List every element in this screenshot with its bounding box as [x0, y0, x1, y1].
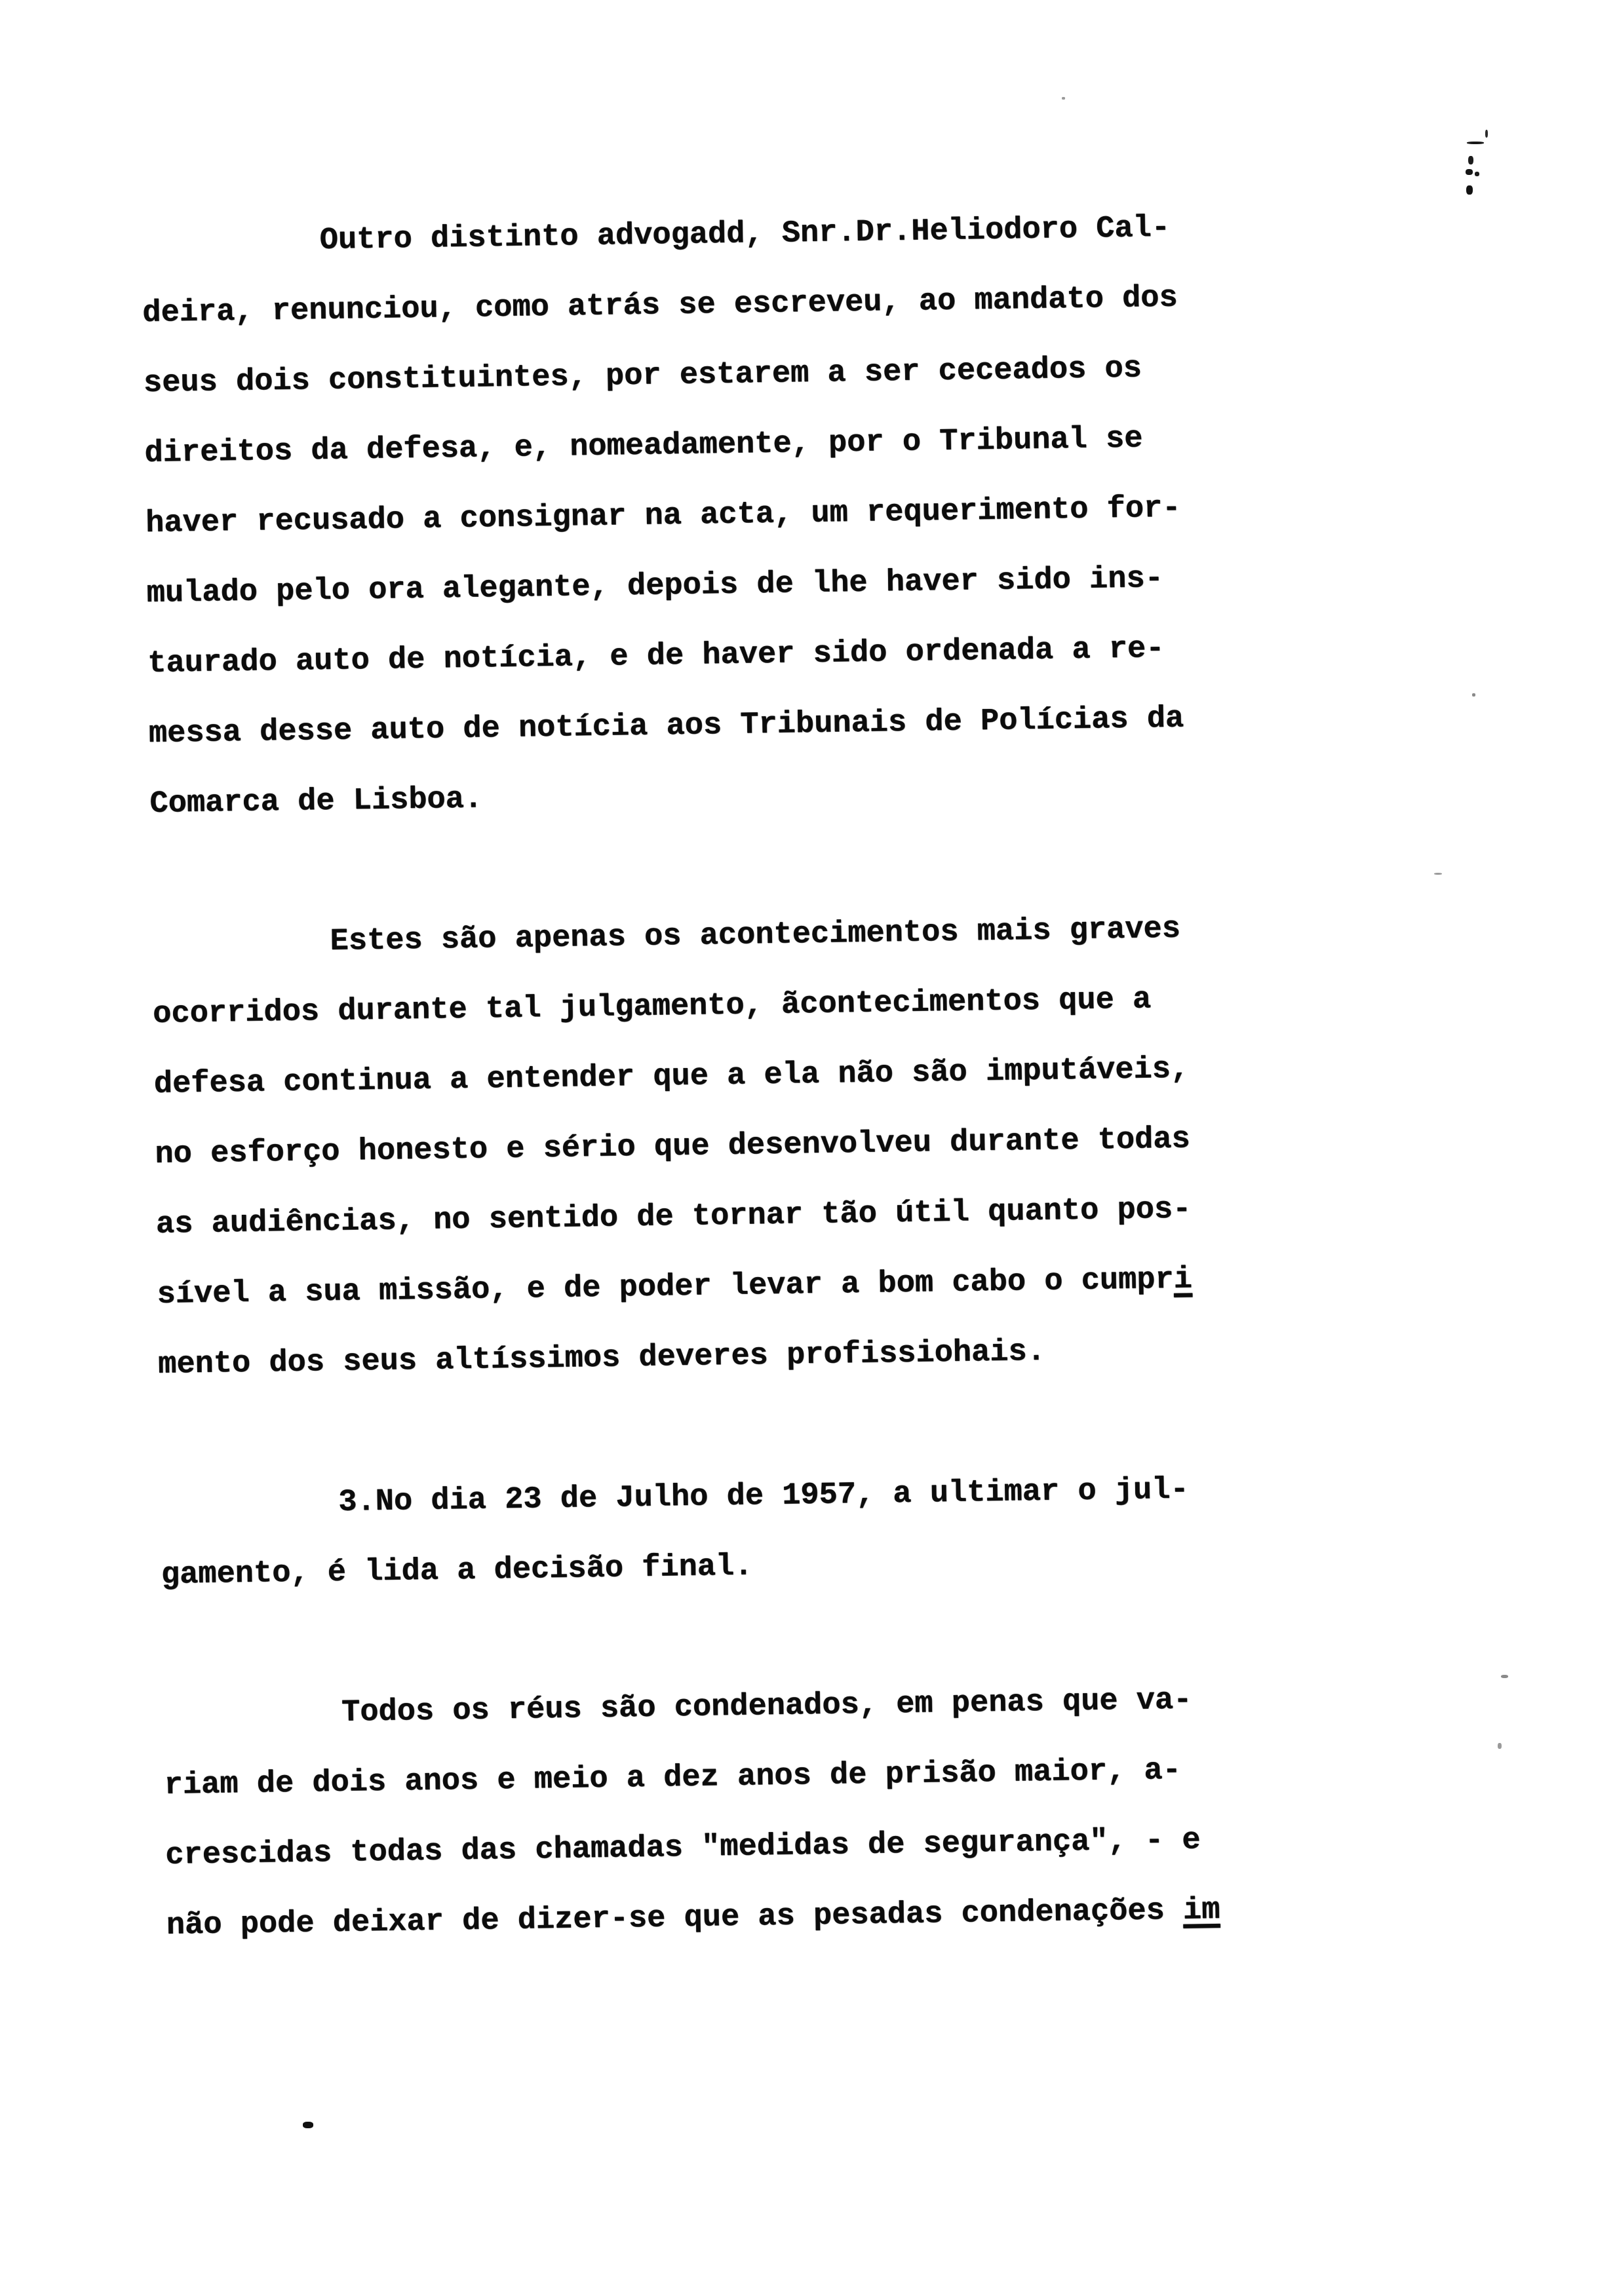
ink-speck — [1498, 1743, 1502, 1749]
text-line: sível a sua missão, e de poder levar a bom cabo o cumpri — [157, 1262, 1193, 1312]
text-line: Comarca de Lisboa. — [149, 782, 483, 822]
text-line: taurado auto de notícia, e de haver sido ordenada a re- — [147, 631, 1165, 681]
paragraph — [160, 1452, 1381, 1611]
ink-speck — [1501, 1675, 1508, 1678]
ink-speck — [1475, 172, 1479, 176]
text-line: messa desse auto de notícia aos Tribunais de Polícias da — [148, 701, 1184, 752]
text-line: no esforço honesto e sério que desenvolveu durante todas — [155, 1122, 1191, 1172]
ink-speck — [1485, 130, 1488, 138]
ink-speck — [1467, 142, 1484, 144]
underlined-syllable: i — [1173, 1262, 1193, 1297]
document-body — [141, 190, 1387, 2031]
text-line: não pode deixar de dizer-se que as pesadas condenações im — [166, 1892, 1220, 1943]
text-line: Estes são apenas os acontecimentos mais graves — [330, 911, 1181, 959]
text-line: haver recusado a consignar na acta, um requerimento for- — [145, 491, 1181, 541]
text-line: Outro distinto advogadd, Snr.Dr.Heliodoro Cal- — [319, 210, 1171, 258]
text-line: as audiências, no sentido de tornar tão útil quanto pos- — [155, 1192, 1192, 1242]
paragraph — [163, 1662, 1386, 1961]
text-line: deira, renunciou, como atrás se escreveu, ao mandato dos — [142, 280, 1178, 331]
underlined-syllable: im — [1182, 1892, 1220, 1928]
text-line: mulado pelo ora alegante, depois de lhe haver sido ins- — [146, 561, 1164, 611]
ink-speck — [303, 2122, 313, 2128]
text-line: direitos da defesa, e, nomeadamente, por o Tribunal se — [144, 421, 1143, 471]
text-line: defesa continua a entender que a ela não são imputáveis, — [153, 1052, 1190, 1102]
text-line: ocorridos durante tal julgamento, ãcontecimentos que a — [152, 982, 1152, 1032]
text-line: mento dos seus altíssimos deveres profissiohais. — [157, 1334, 1046, 1383]
ink-speck — [1466, 185, 1473, 195]
text-line: crescidas todas das chamadas "medidas de segurança", - e — [165, 1823, 1201, 1873]
ink-speck — [1062, 97, 1065, 100]
paragraph — [151, 891, 1378, 1400]
ink-speck — [1468, 156, 1473, 164]
ink-speck — [1472, 693, 1475, 697]
text-line: gamento, é lida a decisão final. — [161, 1549, 753, 1593]
ink-speck — [1466, 169, 1473, 175]
text-line: riam de dois anos e meio a dez anos de prisão maior, a- — [164, 1753, 1182, 1803]
text-line: 3.No dia 23 de Julho de 1957, a ultimar o jul- — [338, 1472, 1190, 1520]
text-line: seus dois constituintes, por estarem a ser ceceados os — [143, 351, 1142, 401]
text-line: Todos os réus são condenados, em penas que va- — [341, 1683, 1192, 1731]
ink-speck — [1434, 873, 1442, 875]
paragraph — [141, 190, 1369, 839]
